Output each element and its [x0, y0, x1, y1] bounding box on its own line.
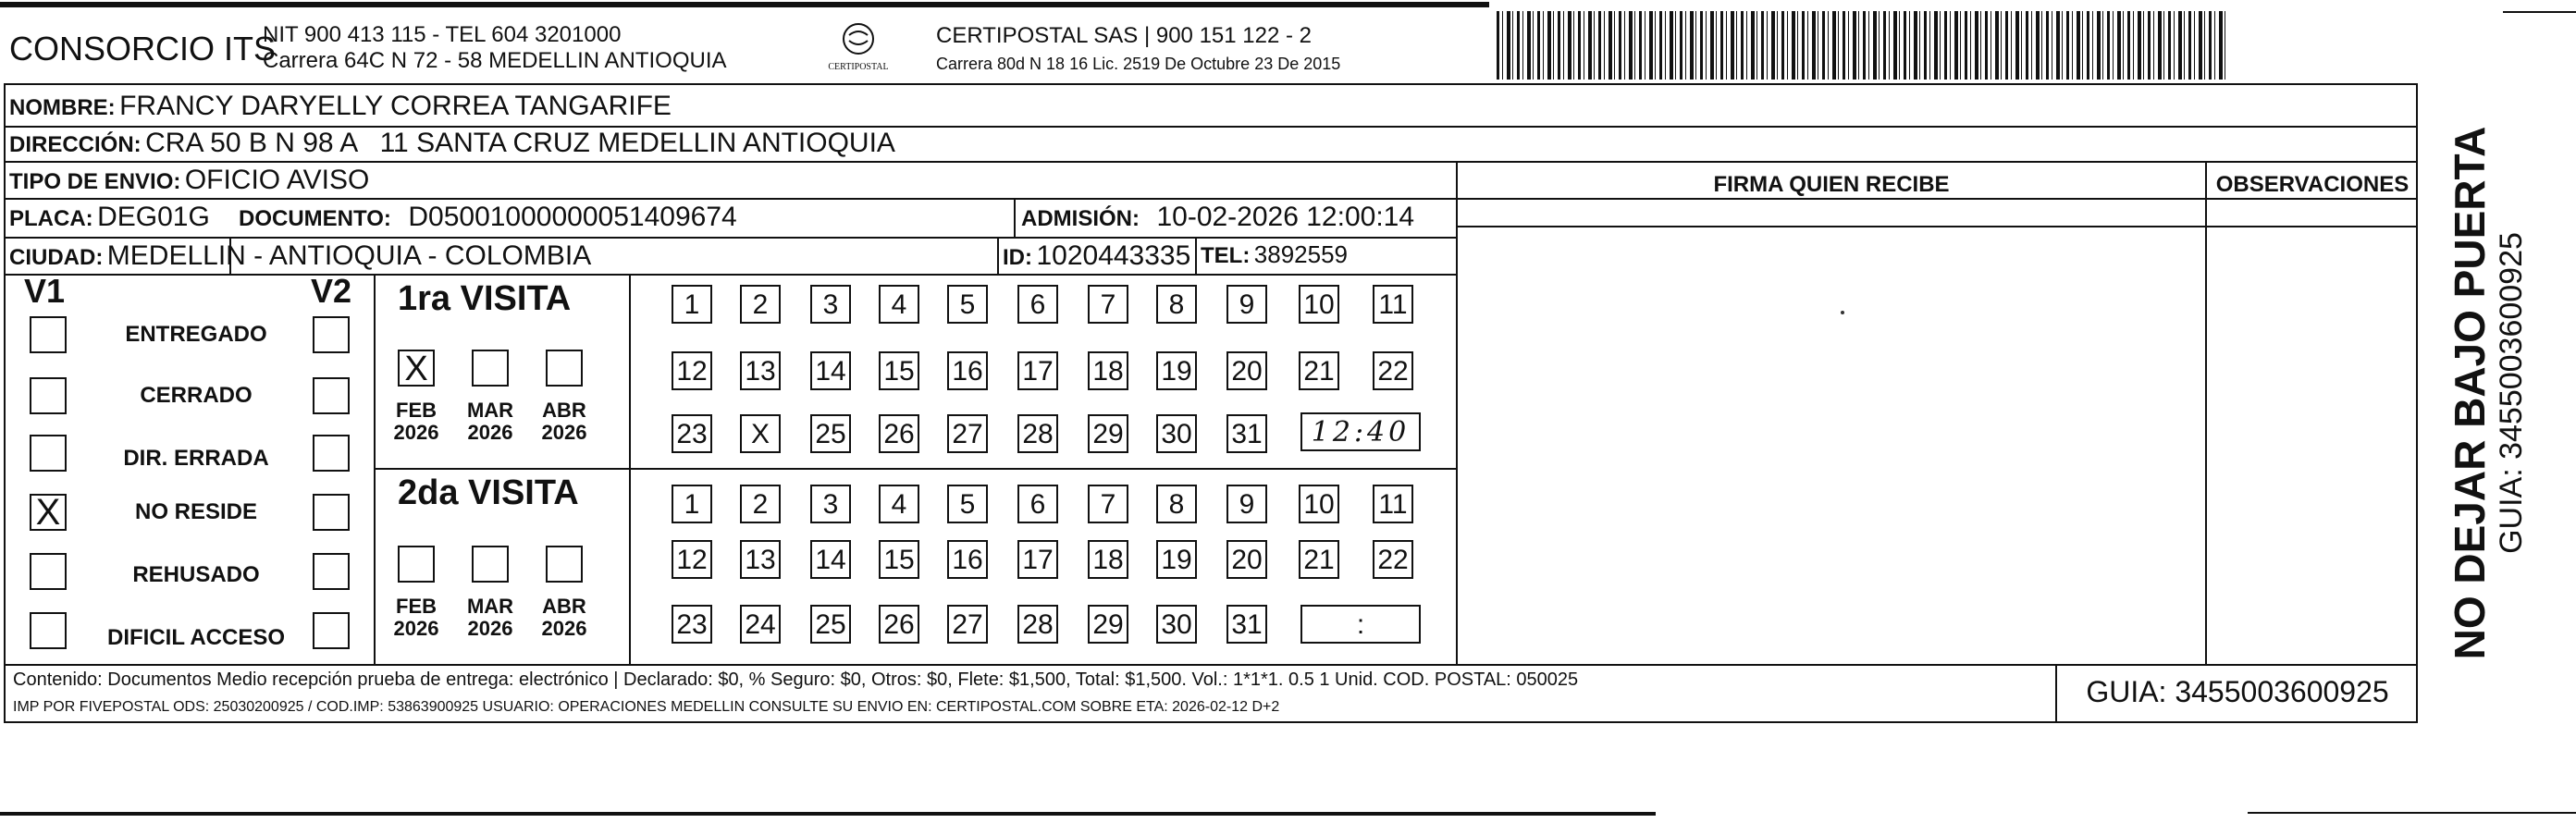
first-visit-day-30[interactable]: 30 — [1156, 414, 1197, 453]
first-visit-day-10[interactable]: 10 — [1299, 285, 1339, 324]
id-field — [1003, 240, 1190, 272]
second-visit-day-24[interactable]: 24 — [740, 605, 781, 644]
documento-value: D05001000000051409674 — [408, 202, 737, 232]
first-visit-day-20[interactable]: 20 — [1226, 351, 1267, 390]
second-visit-day-8[interactable]: 8 — [1156, 485, 1197, 523]
v2-rehusado-checkbox[interactable] — [313, 553, 350, 590]
footer-print-line: IMP POR FIVEPOSTAL ODS: 25030200925 / COD.IMP: 53863900925 USUARIO: OPERACIONES MEDELLIN CONSULTE SU ENVIO EN: CERTIPOSTAL.COM SOBRE ETA: 2026-02-12 D+2 — [13, 699, 1280, 715]
second-visit-day-20[interactable]: 20 — [1226, 540, 1267, 579]
col-divider — [1195, 237, 1197, 274]
tel-value: 3892559 — [1253, 240, 1349, 268]
first-visit-day-8[interactable]: 8 — [1156, 285, 1197, 324]
side-text — [2447, 79, 2530, 707]
second-visit-day-27[interactable]: 27 — [947, 605, 988, 644]
v1-header: V1 — [24, 272, 66, 310]
row-divider — [4, 198, 2418, 200]
first-visit-feb-checkbox[interactable]: X — [398, 350, 435, 387]
v2-header: V2 — [311, 272, 352, 310]
first-visit-day-27[interactable]: 27 — [947, 414, 988, 453]
first-visit-day-25[interactable]: 25 — [810, 414, 851, 453]
col-divider — [1456, 161, 1458, 664]
nombre-label: NOMBRE: — [9, 95, 116, 120]
sender-info — [263, 22, 727, 74]
first-visit-day-15[interactable]: 15 — [879, 351, 919, 390]
admision-value: 10-02-2026 12:00:14 — [1156, 202, 1415, 232]
second-visit-day-6[interactable]: 6 — [1017, 485, 1058, 523]
sender-name: CONSORCIO ITS — [9, 30, 277, 68]
sender-address-line: Carrera 64C N 72 - 58 MEDELLIN ANTIOQUIA — [263, 48, 727, 73]
second-visit-day-14[interactable]: 14 — [810, 540, 851, 579]
first-visit-feb-label: FEB 2026 — [393, 399, 439, 444]
second-visit-day-11[interactable]: 11 — [1373, 485, 1413, 523]
sender-nit-line: NIT 900 413 115 - TEL 604 3201000 — [263, 22, 622, 47]
second-visit-day-28[interactable]: 28 — [1017, 605, 1058, 644]
second-visit-day-22[interactable]: 22 — [1373, 540, 1413, 579]
day-24-mark: X — [750, 419, 770, 449]
signature-dot — [1841, 311, 1844, 314]
first-visit-mar-label: MAR 2026 — [466, 399, 514, 444]
status-dificil-acceso-label: DIFICIL ACCESO — [106, 625, 285, 650]
direccion-row — [9, 128, 895, 159]
second-visit-day-17[interactable]: 17 — [1017, 540, 1058, 579]
first-visit-day-17[interactable]: 17 — [1017, 351, 1058, 390]
first-visit-day-11[interactable]: 11 — [1373, 285, 1413, 324]
ciudad-label: CIUDAD: — [9, 245, 104, 270]
row-divider — [1458, 226, 2418, 227]
second-visit-abr-label: ABR 2026 — [541, 595, 587, 640]
first-visit-day-21[interactable]: 21 — [1299, 351, 1339, 390]
status-dir-errada-label: DIR. ERRADA — [123, 446, 269, 471]
first-visit-day-1[interactable]: 1 — [672, 285, 712, 324]
firma-header: FIRMA QUIEN RECIBE — [1713, 172, 1950, 197]
first-visit-day-28[interactable]: 28 — [1017, 414, 1058, 453]
second-visit-day-12[interactable]: 12 — [672, 540, 712, 579]
first-visit-day-26[interactable]: 26 — [879, 414, 919, 453]
id-label: ID: — [1003, 245, 1032, 270]
row-divider — [4, 237, 1458, 239]
first-visit-day-2[interactable]: 2 — [740, 285, 781, 324]
first-visit-day-29[interactable]: 29 — [1088, 414, 1128, 453]
v2-cerrado-checkbox[interactable] — [313, 377, 350, 414]
second-visit-day-1[interactable]: 1 — [672, 485, 712, 523]
tipo-value: OFICIO AVISO — [184, 165, 370, 195]
second-visit-day-18[interactable]: 18 — [1088, 540, 1128, 579]
second-visit-day-2[interactable]: 2 — [740, 485, 781, 523]
ciudad-row — [9, 240, 591, 272]
v1-rehusado-checkbox[interactable] — [30, 553, 67, 590]
placa-label: PLACA: — [9, 206, 93, 231]
v1-dificil-acceso-checkbox[interactable] — [30, 612, 67, 649]
first-visit-mar-checkbox[interactable] — [472, 350, 509, 387]
first-visit-day-13[interactable]: 13 — [740, 351, 781, 390]
second-visit-day-19[interactable]: 19 — [1156, 540, 1197, 579]
documento-label: DOCUMENTO: — [239, 206, 391, 231]
first-visit-title: 1ra VISITA — [398, 279, 572, 318]
second-visit-day-9[interactable]: 9 — [1226, 485, 1267, 523]
first-visit-day-12[interactable]: 12 — [672, 351, 712, 390]
v2-dir-errada-checkbox[interactable] — [313, 435, 350, 472]
carrier-info — [936, 22, 1340, 78]
second-visit-day-13[interactable]: 13 — [740, 540, 781, 579]
status-entregado-label: ENTREGADO — [125, 322, 267, 347]
first-visit-day-5[interactable]: 5 — [947, 285, 988, 324]
col-divider — [1014, 198, 1016, 237]
v1-entregado-checkbox[interactable] — [30, 316, 67, 353]
visit-divider — [374, 468, 1456, 470]
second-visit-day-16[interactable]: 16 — [947, 540, 988, 579]
footer-contents-line: Contenido: Documentos Medio recepción prueba de entrega: electrónico | Declarado: $0, % Seguro: $0, Otros: $0, Flete: $1,500, Total: $1,500. Vol.: 1*1*1. 0.5 1 Unid. COD. POSTAL: 050025 — [13, 669, 1579, 690]
second-visit-day-7[interactable]: 7 — [1088, 485, 1128, 523]
first-visit-abr-label: ABR 2026 — [541, 399, 587, 444]
v1-cerrado-checkbox[interactable] — [30, 377, 67, 414]
bottom-right-line — [2248, 812, 2576, 814]
v2-dificil-acceso-checkbox[interactable] — [313, 612, 350, 649]
first-visit-day-18[interactable]: 18 — [1088, 351, 1128, 390]
status-rehusado-label: REHUSADO — [132, 562, 260, 587]
second-visit-day-15[interactable]: 15 — [879, 540, 919, 579]
second-visit-abr-checkbox[interactable] — [546, 546, 583, 583]
second-visit-time-field[interactable]: : — [1300, 605, 1421, 644]
first-visit-day-23[interactable]: 23 — [672, 414, 712, 453]
second-visit-day-5[interactable]: 5 — [947, 485, 988, 523]
tel-label: TEL: — [1201, 243, 1251, 268]
second-visit-day-25[interactable]: 25 — [810, 605, 851, 644]
first-visit-day-7[interactable]: 7 — [1088, 285, 1128, 324]
v1-no-reside-checkbox[interactable]: X — [30, 494, 67, 531]
side-guia: GUIA: 3455003600925 — [2494, 232, 2529, 554]
certipostal-logo-icon — [840, 20, 877, 57]
certipostal-logo — [812, 20, 905, 72]
col-divider — [997, 237, 999, 274]
logo-text: CERTIPOSTAL — [828, 62, 889, 72]
row-divider — [4, 274, 1458, 276]
second-visit-day-30[interactable]: 30 — [1156, 605, 1197, 644]
status-no-reside-label: NO RESIDE — [134, 499, 258, 524]
second-visit-day-10[interactable]: 10 — [1299, 485, 1339, 523]
observaciones-header: OBSERVACIONES — [2215, 172, 2410, 197]
direccion-label: DIRECCIÓN: — [9, 132, 142, 157]
placa-value: DEG01G — [97, 202, 210, 232]
first-visit-day-19[interactable]: 19 — [1156, 351, 1197, 390]
v2-no-reside-checkbox[interactable] — [313, 494, 350, 531]
first-visit-day-24[interactable] — [740, 414, 781, 453]
first-visit-day-14[interactable]: 14 — [810, 351, 851, 390]
v2-entregado-checkbox[interactable] — [313, 316, 350, 353]
right-edge-line — [2503, 11, 2576, 13]
side-warning: NO DEJAR BAJO PUERTA — [2446, 126, 2494, 660]
second-visit-feb-label: FEB 2026 — [393, 595, 439, 640]
first-visit-day-16[interactable]: 16 — [947, 351, 988, 390]
second-visit-day-21[interactable]: 21 — [1299, 540, 1339, 579]
first-visit-day-22[interactable]: 22 — [1373, 351, 1413, 390]
second-visit-day-31[interactable]: 31 — [1226, 605, 1267, 644]
footer-guia: GUIA: 3455003600925 — [2086, 675, 2389, 708]
first-visit-day-31[interactable]: 31 — [1226, 414, 1267, 453]
first-visit-abr-checkbox[interactable] — [546, 350, 583, 387]
barcode — [1497, 11, 2227, 80]
first-visit-day-6[interactable]: 6 — [1017, 285, 1058, 324]
direccion-value: CRA 50 B N 98 A 11 SANTA CRUZ MEDELLIN ANTIOQUIA — [145, 128, 895, 158]
first-visit-day-9[interactable]: 9 — [1226, 285, 1267, 324]
bottom-edge-line — [0, 812, 1656, 816]
second-visit-day-26[interactable]: 26 — [879, 605, 919, 644]
placa-row — [9, 202, 210, 233]
carrier-address-line: Carrera 80d N 18 16 Lic. 2519 De Octubre 23 De 2015 — [936, 55, 1341, 73]
status-cerrado-label: CERRADO — [140, 383, 253, 408]
tipo-label: TIPO DE ENVIO: — [9, 169, 181, 194]
col-divider — [2205, 161, 2207, 664]
ciudad-value: MEDELLIN - ANTIOQUIA - COLOMBIA — [106, 240, 592, 271]
second-visit-title: 2da VISITA — [398, 473, 579, 512]
second-visit-day-29[interactable]: 29 — [1088, 605, 1128, 644]
first-visit-day-3[interactable]: 3 — [810, 285, 851, 324]
documento-field — [239, 202, 737, 233]
second-visit-day-3[interactable]: 3 — [810, 485, 851, 523]
top-edge-line — [0, 2, 1489, 7]
nombre-value: FRANCY DARYELLY CORREA TANGARIFE — [119, 91, 672, 121]
second-visit-feb-checkbox[interactable] — [398, 546, 435, 583]
second-visit-mar-checkbox[interactable] — [472, 546, 509, 583]
first-visit-day-4[interactable]: 4 — [879, 285, 919, 324]
admision-label: ADMISIÓN: — [1021, 206, 1140, 231]
nombre-row — [9, 91, 672, 122]
admision-field — [1021, 202, 1414, 233]
second-visit-day-23[interactable]: 23 — [672, 605, 712, 644]
first-visit-time-field[interactable]: 12:40 — [1300, 412, 1421, 451]
v1-dir-errada-checkbox[interactable] — [30, 435, 67, 472]
row-divider — [4, 161, 2418, 163]
second-visit-day-4[interactable]: 4 — [879, 485, 919, 523]
tipo-row — [9, 165, 369, 196]
second-visit-mar-label: MAR 2026 — [466, 595, 514, 640]
tel-field — [1201, 240, 1348, 269]
carrier-name-line: CERTIPOSTAL SAS | 900 151 122 - 2 — [936, 23, 1312, 48]
id-value: 1020443335 — [1036, 240, 1191, 271]
